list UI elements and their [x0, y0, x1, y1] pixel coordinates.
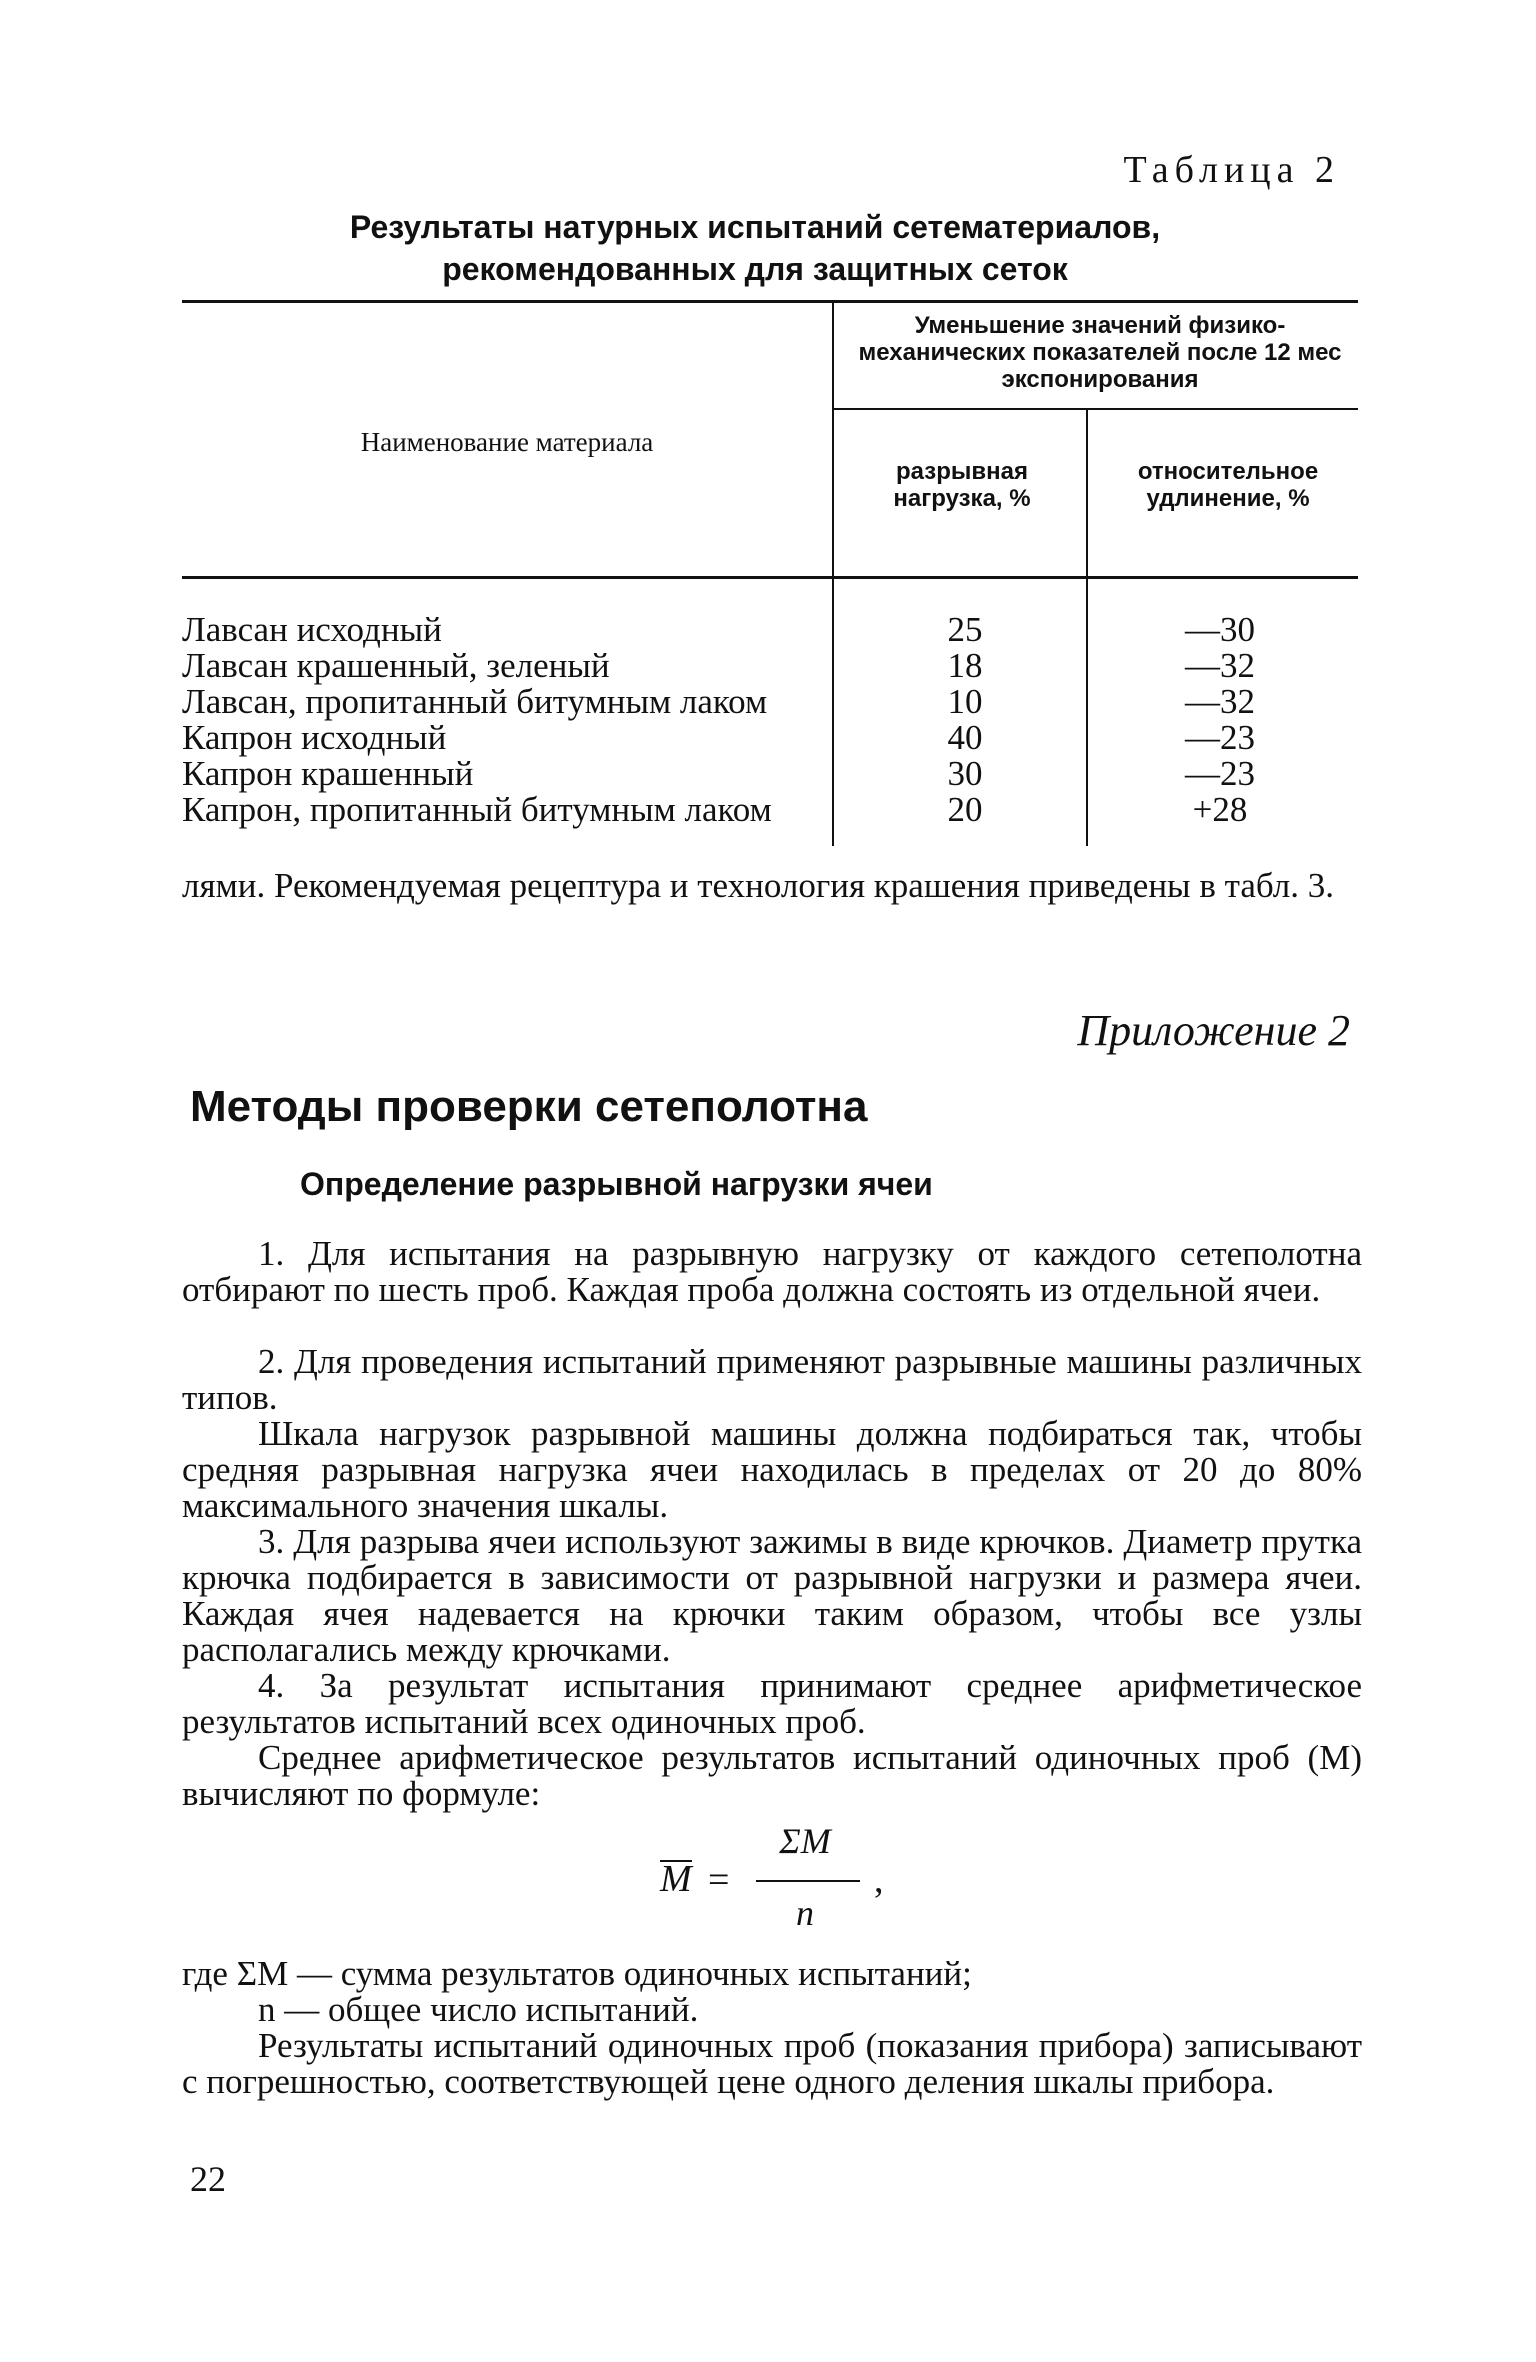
table-cell-load: 10 — [947, 682, 983, 721]
table-title — [170, 206, 1340, 290]
formula-denominator: n — [796, 1893, 814, 1933]
table-cell-load: 18 — [947, 646, 983, 685]
table-cell-elong: +28 — [1192, 790, 1248, 829]
table-row: Лавсан, пропитанный битумным лаком — [182, 682, 768, 721]
where-line-1: где ΣM — сумма результатов одиночных испытаний; — [182, 1954, 972, 1993]
table-row: Капрон исходный — [182, 718, 447, 757]
subsection-title: Определение разрывной нагрузки ячеи — [300, 1166, 933, 1202]
table-top-rule — [182, 300, 1358, 303]
paragraph-7: Результаты испытаний одиночных проб (показания прибора) записывают с погрешностью, соответствующей цене одного деления шкалы прибора. — [182, 2026, 1362, 2101]
table-header-rule — [182, 576, 1358, 579]
formula-comma: , — [874, 1859, 884, 1901]
continuation-paragraph: лями. Рекомендуемая рецептура и технология крашения приведены в табл. 3. — [182, 866, 1335, 905]
table-cell-elong: —23 — [1185, 718, 1255, 757]
where-line-2: n — общее число испытаний. — [258, 1990, 699, 2029]
table-label: Таблица 2 — [1123, 149, 1340, 191]
table-row: Лавсан исходный — [182, 610, 442, 649]
table-cell-elong: —30 — [1185, 610, 1255, 649]
table-cell-load: 40 — [947, 718, 983, 757]
paragraph-4: 3. Для разрыва ячеи используют зажимы в виде крючков. Диаметр прутка крючка подбирается в зависимости от разрывной нагрузки и размера ячеи. Каждая ячея надевается на крючки таким образом, чтобы все узлы располагались между крючками. — [182, 1522, 1362, 1669]
table-cell-load: 25 — [947, 610, 983, 649]
paragraph-5: 4. За результат испытания принимают среднее арифметическое результатов испытаний всех одиночных проб. — [182, 1666, 1362, 1741]
paragraph-1: 1. Для испытания на разрывную нагрузку от каждого сетеполотна отбирают по шесть проб. Каждая проба должна состоять из отдельной ячеи. — [182, 1234, 1362, 1309]
header-col-load: разрывная нагрузка, % — [893, 458, 1031, 512]
table-title-line1: Результаты натурных испытаний сетематериалов, — [349, 209, 1161, 245]
table-cell-elong: —32 — [1185, 682, 1255, 721]
table-col-divider-1 — [832, 300, 834, 846]
page-number: 22 — [190, 2159, 226, 2199]
table-title-line2: рекомендованных для защитных сеток — [442, 251, 1068, 287]
paragraph-3: Шкала нагрузок разрывной машины должна подбираться так, чтобы средняя разрывная нагрузка ячеи находилась в пределах от 20 до 80% максимального значения шкалы. — [182, 1414, 1362, 1525]
table-row: Капрон крашенный — [182, 754, 474, 793]
table-cell-elong: —23 — [1185, 754, 1255, 793]
appendix-label: Приложение 2 — [1077, 1006, 1350, 1055]
table-row: Капрон, пропитанный битумным лаком — [182, 790, 772, 829]
formula-fraction-bar — [756, 1880, 860, 1882]
table-cell-load: 20 — [947, 790, 983, 829]
header-col-elong: относительное удлинение, % — [1137, 458, 1319, 512]
paragraph-6: Среднее арифметическое результатов испытаний одиночных проб (M) вычисляют по формуле: — [182, 1738, 1362, 1813]
paragraph-2: 2. Для проведения испытаний применяют разрывные машины различных типов. — [182, 1342, 1362, 1417]
formula — [660, 1820, 940, 1933]
formula-equals: = — [708, 1859, 730, 1901]
table-cell-load: 30 — [947, 754, 983, 793]
table-cell-elong: —32 — [1185, 646, 1255, 685]
section-title: Методы проверки сетеполотна — [190, 1082, 868, 1131]
header-material: Наименование материала — [360, 427, 654, 457]
formula-numerator: ΣM — [779, 1821, 831, 1861]
table-row: Лавсан крашенный, зеленый — [182, 646, 610, 685]
header-group: Уменьшение значений физико-механических показателей после 12 мес экспонирования — [858, 312, 1342, 393]
table-group-rule — [834, 408, 1358, 410]
formula-lhs: M — [660, 1858, 692, 1900]
table-col-divider-2 — [1086, 410, 1088, 846]
